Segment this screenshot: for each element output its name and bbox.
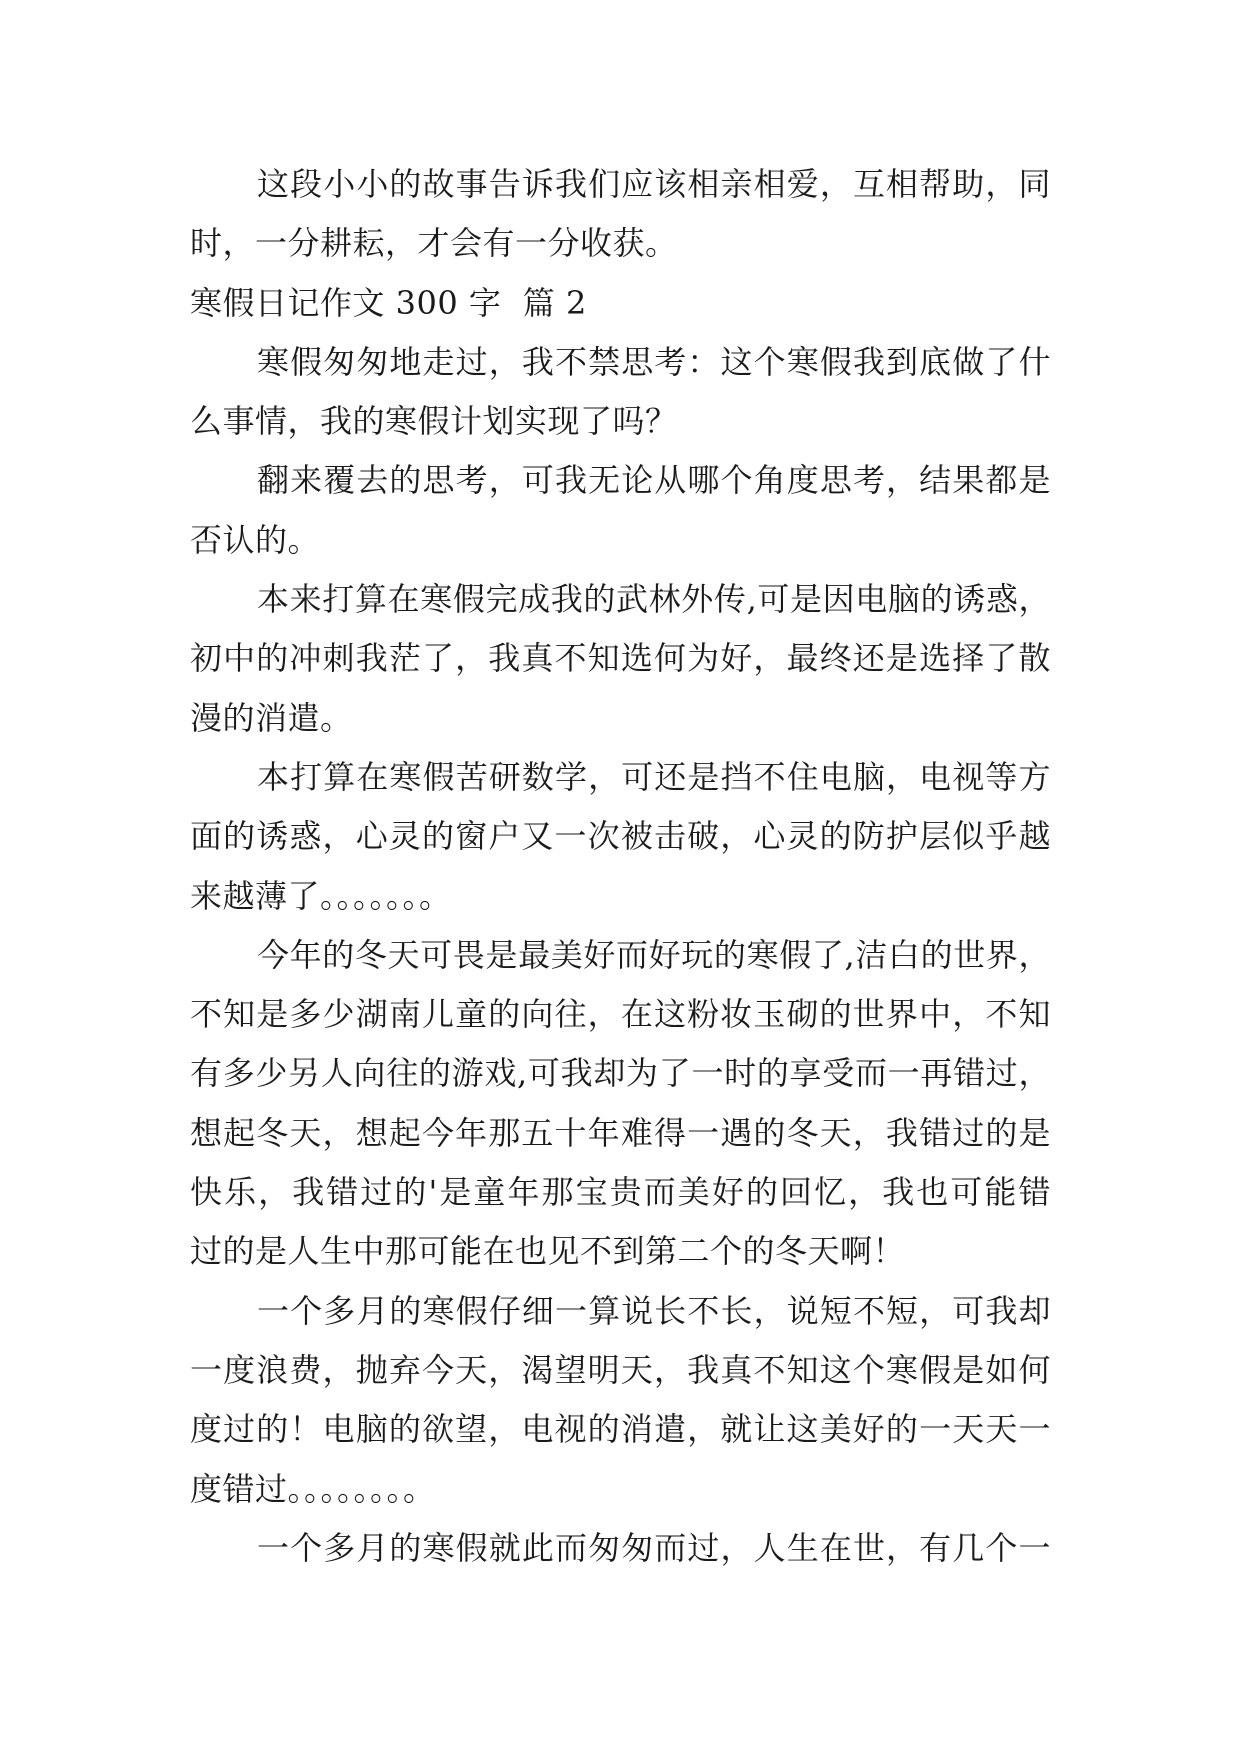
document-body [190,155,1051,1578]
text-line: 本打算在寒假苦研数学，可还是挡不住电脑，电视等方 [257,757,1051,796]
text-line: 漫的消遣。 [190,698,353,737]
text-line: 不知是多少湖南儿童的向往，在这粉妆玉砌的世界中，不知 [190,995,1051,1034]
paragraph [190,451,1051,570]
text-line: 一度浪费，抛弃今天，渴望明天，我真不知这个寒假是如何 [190,1350,1051,1389]
text-line: 今年的冬天可畏是最美好而好玩的寒假了,洁白的世界， [257,935,1051,974]
paragraph [190,1282,1051,1519]
text-line: 寒假匆匆地走过，我不禁思考：这个寒假我到底做了什 [257,342,1051,381]
paragraph [190,1519,1051,1578]
text-line: 度过的！电脑的欲望，电视的消遣，就让这美好的一天天一 [190,1410,1051,1449]
text-line: 一个多月的寒假就此而匆匆而过，人生在世，有几个一 [257,1528,1051,1567]
text-line: 过的是人生中那可能在也见不到第二个的冬天啊！ [190,1232,906,1271]
text-line: 度错过。。。。。。。。 [190,1469,436,1508]
paragraph [190,570,1051,748]
text-line: 时，一分耕耘，才会有一分收获。 [190,224,678,263]
paragraph [190,926,1051,1282]
text-line: 初中的冲刺我茫了，我真不知选何为好，最终还是选择了散 [190,639,1051,678]
text-line: 一个多月的寒假仔细一算说长不长，说短不短，可我却 [257,1291,1051,1330]
text-line: 来越薄了。。。。。。。 [190,876,452,915]
text-line: 否认的。 [190,520,321,559]
paragraph [190,333,1051,452]
text-line: 这段小小的故事告诉我们应该相亲相爱，互相帮助，同 [257,165,1051,203]
text-line: 么事情，我的寒假计划实现了吗？ [190,402,678,441]
text-line: 快乐，我错过的'是童年那宝贵而美好的回忆，我也可能错 [190,1173,1051,1212]
text-line: 翻来覆去的思考，可我无论从哪个角度思考，结果都是 [257,461,1051,500]
section-heading: 寒假日记作文 300 字 篇 2 [190,283,587,322]
paragraph [190,155,1051,274]
text-line: 本来打算在寒假完成我的武林外传,可是因电脑的诱惑， [257,580,1051,619]
text-line: 有多少另人向往的游戏,可我却为了一时的享受而一再错过， [190,1054,1051,1093]
text-line: 想起冬天，想起今年那五十年难得一遇的冬天，我错过的是 [190,1113,1051,1152]
text-line: 面的诱惑，心灵的窗户又一次被击破，心灵的防护层似乎越 [190,817,1051,856]
paragraph [190,748,1051,926]
